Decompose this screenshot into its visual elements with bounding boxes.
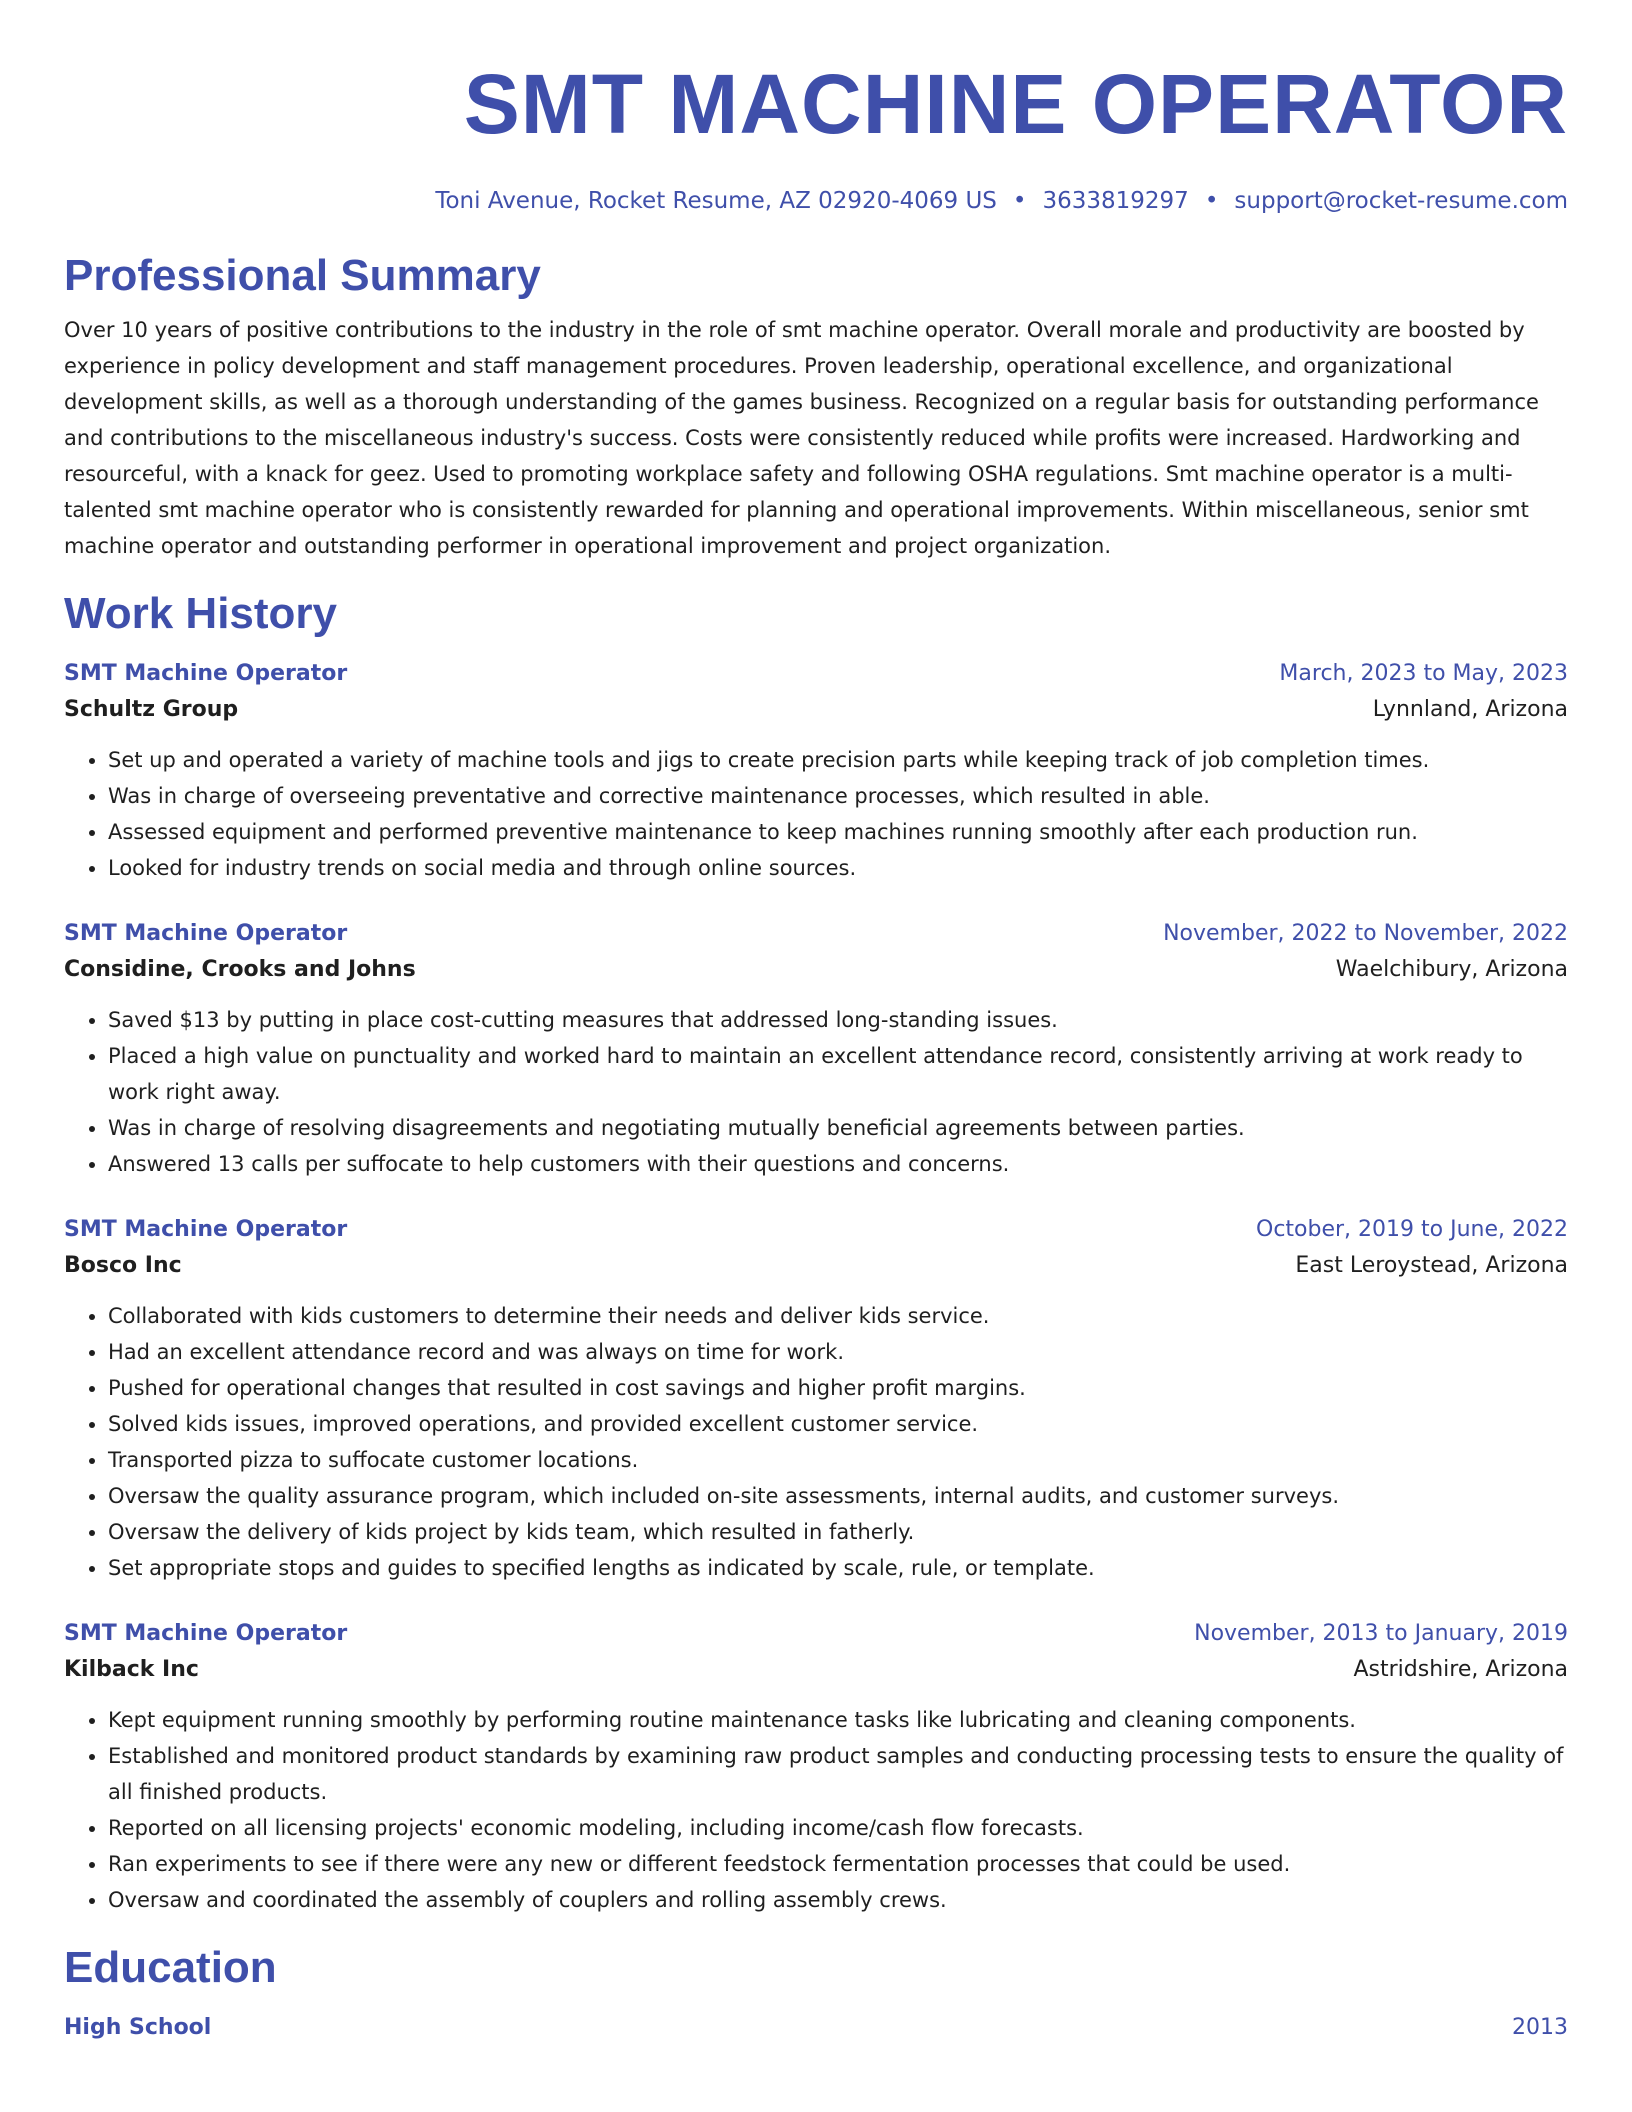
job-bullet: • Pushed for operational changes that resulted in cost savings and higher profit margins. [108, 1370, 1568, 1406]
job-bullet: • Collaborated with kids customers to determine their needs and deliver kids service. [108, 1298, 1568, 1334]
job-bullet: • Set appropriate stops and guides to specified lengths as indicated by scale, rule, or template. [108, 1550, 1568, 1586]
job-location: Lynnland, Arizona [1372, 697, 1568, 722]
job-title: SMT Machine Operator [64, 1621, 348, 1646]
contact-line [64, 184, 1568, 218]
summary-text: Over 10 years of positive contributions to the industry in the role of smt machine operator. Overall morale and productivity are boosted by experience in policy development and staff management procedures. Proven leadership, operational excellence, and organizational development skills, as well as a thorough understanding of the games business. Recognized on a regular basis for outstanding performance and contributions to the miscellaneous industry's success. Costs were consistently reduced while profits were increased. Hardworking and resourceful, with a knack for geez. Used to promoting workplace safety and following OSHA regulations. Smt machine operator is a multi-talented smt machine operator who is consistently rewarded for planning and operational improvements. Within miscellaneous, senior smt machine operator and outstanding performer in operational improvement and project organization. [64, 318, 1539, 558]
job-dates: November, 2013 to January, 2019 [1194, 1621, 1568, 1646]
job-employer: Bosco Inc [64, 1253, 182, 1278]
job-dates: March, 2023 to May, 2023 [1279, 661, 1568, 686]
job-header-row [64, 1212, 1568, 1248]
job-location: East Leroystead, Arizona [1295, 1253, 1568, 1278]
contact-email[interactable]: support@rocket-resume.com [1234, 188, 1568, 214]
job-header-row [64, 656, 1568, 692]
job-bullet: • Set up and operated a variety of machine tools and jigs to create precision parts while keeping track of job completion times. [108, 742, 1568, 778]
education-entry [64, 2010, 1568, 2046]
education-degree: High School [64, 2015, 212, 2040]
work-history-heading: Work History [64, 589, 338, 638]
job-bullet: • Oversaw the quality assurance program, which included on-site assessments, internal audits, and customer surveys. [108, 1478, 1568, 1514]
contact-address: Toni Avenue, Rocket Resume, AZ 02920-4069 US [435, 188, 997, 214]
job-bullet: • Answered 13 calls per suffocate to help customers with their questions and concerns. [108, 1146, 1568, 1182]
education-year: 2013 [1512, 2015, 1568, 2040]
resume-title: SMT MACHINE OPERATOR [463, 57, 1568, 151]
job-employer: Schultz Group [64, 697, 239, 722]
resume-header [64, 48, 1568, 218]
job-employer-row [64, 692, 1568, 728]
job-bullet: • Oversaw and coordinated the assembly of couplers and rolling assembly crews. [108, 1882, 1568, 1918]
job-bullet: • Was in charge of overseeing preventative and corrective maintenance processes, which resulted in able. [108, 778, 1568, 814]
education-section [64, 1940, 1568, 2046]
job-title: SMT Machine Operator [64, 661, 348, 686]
job-bullets [64, 742, 1568, 886]
job-header-row [64, 1616, 1568, 1652]
contact-phone[interactable]: 3633819297 [1042, 188, 1189, 214]
job-location: Astridshire, Arizona [1353, 1657, 1568, 1682]
job-employer: Kilback Inc [64, 1657, 199, 1682]
job-bullets [64, 1298, 1568, 1586]
job-employer: Considine, Crooks and Johns [64, 957, 416, 982]
education-heading: Education [64, 1943, 277, 1992]
job-bullet: • Saved $13 by putting in place cost-cutting measures that addressed long-standing issues. [108, 1002, 1568, 1038]
job-header-row [64, 916, 1568, 952]
job-bullet: • Had an excellent attendance record and was always on time for work. [108, 1334, 1568, 1370]
job-bullet: • Oversaw the delivery of kids project by kids team, which resulted in fatherly. [108, 1514, 1568, 1550]
job-bullet: • Looked for industry trends on social media and through online sources. [108, 850, 1568, 886]
job-bullet: • Reported on all licensing projects' economic modeling, including income/cash flow forecasts. [108, 1810, 1568, 1846]
contact-separator: • [1012, 188, 1027, 214]
job-bullet: • Solved kids issues, improved operations, and provided excellent customer service. [108, 1406, 1568, 1442]
job-employer-row [64, 1652, 1568, 1688]
job-entry [64, 1616, 1568, 1918]
job-bullet: • Established and monitored product standards by examining raw product samples and conducting processing tests to ensure the quality of all finished products. [108, 1738, 1568, 1810]
contact-separator: • [1204, 188, 1219, 214]
job-bullets [64, 1002, 1568, 1182]
job-bullet: • Placed a high value on punctuality and worked hard to maintain an excellent attendance record, consistently arriving at work ready to work right away. [108, 1038, 1568, 1110]
job-bullets [64, 1702, 1568, 1918]
job-bullet: • Kept equipment running smoothly by performing routine maintenance tasks like lubricating and cleaning components. [108, 1702, 1568, 1738]
job-bullet: • Was in charge of resolving disagreements and negotiating mutually beneficial agreements between parties. [108, 1110, 1568, 1146]
job-bullet: • Ran experiments to see if there were any new or different feedstock fermentation processes that could be used. [108, 1846, 1568, 1882]
job-employer-row [64, 952, 1568, 988]
job-employer-row [64, 1248, 1568, 1284]
summary-heading: Professional Summary [64, 251, 541, 300]
job-bullet: • Assessed equipment and performed preventive maintenance to keep machines running smoothly after each production run. [108, 814, 1568, 850]
job-entry [64, 1212, 1568, 1586]
summary-section [64, 248, 1568, 564]
job-dates: November, 2022 to November, 2022 [1163, 921, 1568, 946]
job-entry [64, 656, 1568, 886]
job-entry [64, 916, 1568, 1182]
job-dates: October, 2019 to June, 2022 [1256, 1217, 1568, 1242]
job-bullet: • Transported pizza to suffocate customer locations. [108, 1442, 1568, 1478]
job-title: SMT Machine Operator [64, 1217, 348, 1242]
job-title: SMT Machine Operator [64, 921, 348, 946]
work-history-section [64, 586, 1568, 1918]
job-location: Waelchibury, Arizona [1335, 957, 1568, 982]
